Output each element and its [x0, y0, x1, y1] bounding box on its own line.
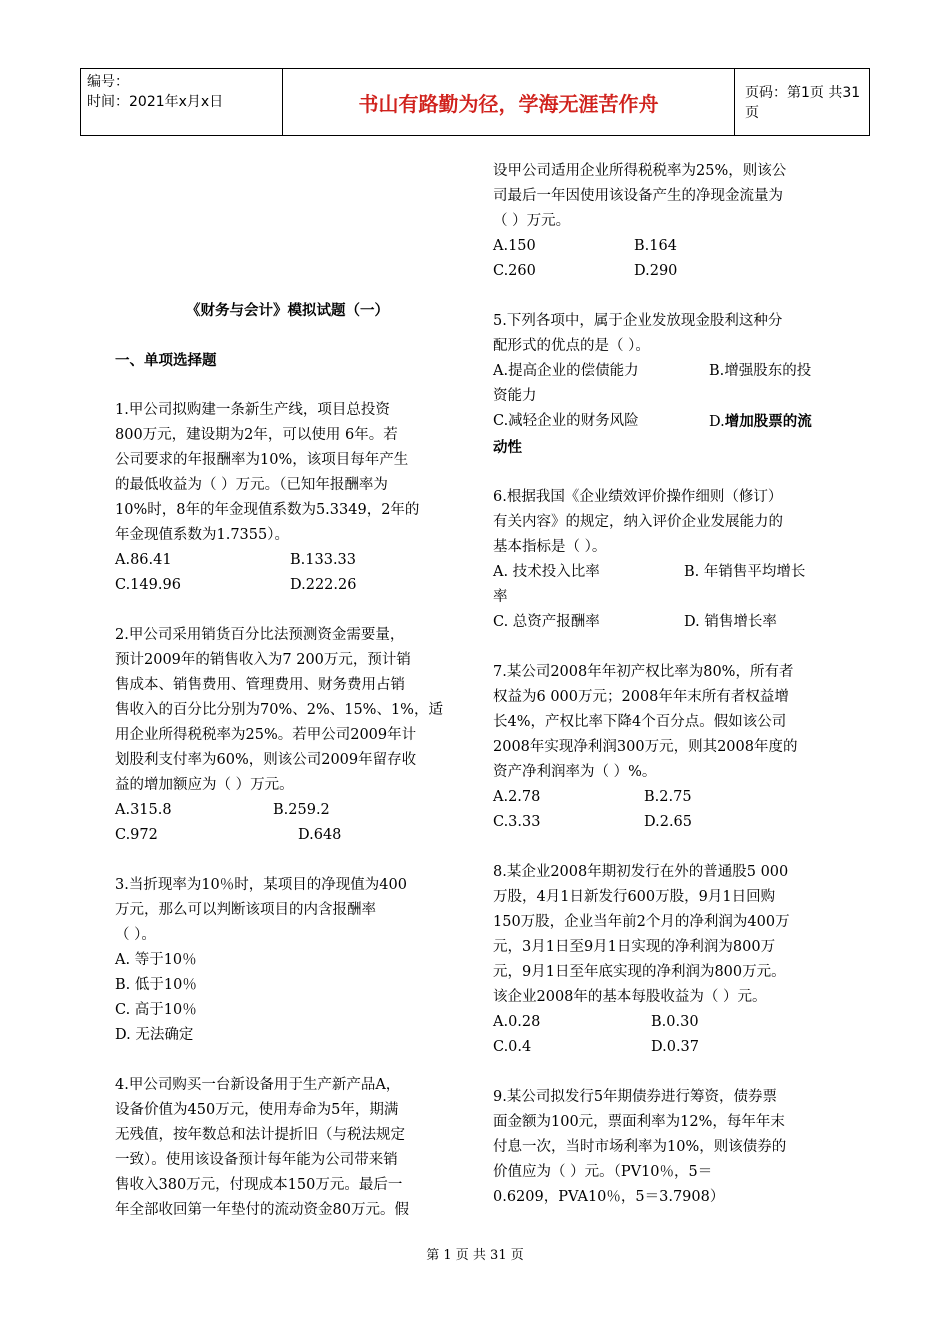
question-line: （ ）。	[115, 927, 156, 943]
option-b: B.0.30	[651, 1014, 699, 1030]
question-line: 有关内容》的规定，纳入评价企业发展能力的	[493, 514, 783, 530]
option-c: C.减轻企业的财务风险	[493, 413, 639, 429]
question-line: 元，3月1日至9月1日实现的净利润为800万	[493, 939, 776, 955]
question-4	[115, 1073, 460, 1223]
page-footer: 第 1 页 共 31 页	[426, 1248, 524, 1263]
question-line: 元，9月1日至年底实现的净利润为800万元。	[493, 964, 786, 980]
question-line: 的最低收益为（ ）万元。（已知年报酬率为	[115, 477, 388, 493]
question-line: 年全部收回第一年垫付的流动资金80万元。假	[115, 1202, 409, 1218]
option-d: D.648	[298, 827, 342, 843]
option-b: B. 年销售平均增长	[684, 564, 806, 580]
option-a: A.0.28	[493, 1014, 541, 1030]
question-2	[115, 623, 460, 848]
question-1	[115, 398, 460, 598]
question-line: 9.某公司拟发行5年期债券进行筹资，债券票	[493, 1089, 778, 1105]
question-line: 5.下列各项中，属于企业发放现金股利这种分	[493, 313, 783, 329]
question-7	[493, 660, 838, 835]
option-c: C.0.4	[493, 1039, 532, 1055]
question-line: 万股，4月1日新发行600万股，9月1日回购	[493, 889, 776, 905]
option-c: C.3.33	[493, 814, 541, 830]
question-line: 万元，那么可以判断该项目的内含报酬率	[115, 902, 376, 918]
option-a: A. 技术投入比率	[493, 564, 600, 580]
question-line: 价值应为（ ）元。（PV10％，5＝	[493, 1164, 713, 1180]
question-line: 配形式的优点的是（ ）。	[493, 338, 650, 354]
option-b: B.增强股东的投	[709, 363, 812, 379]
option-c: C.972	[115, 827, 158, 843]
option-b: B.133.33	[290, 552, 357, 568]
option-a: A.提高企业的偿债能力	[493, 363, 639, 379]
question-line: 800万元，建设期为2年，可以使用 6年。若	[115, 427, 398, 443]
option-a: A.150	[493, 238, 536, 254]
question-line: 资产净利润率为（ ）%。	[493, 764, 657, 780]
question-line: 长4%，产权比率下降4个百分点。假如该公司	[493, 714, 787, 730]
header-table	[80, 68, 870, 136]
question-line: 150万股，企业当年前2个月的净利润为400万	[493, 914, 790, 930]
option-a: A.86.41	[115, 552, 172, 568]
option-d: D.0.37	[651, 1039, 700, 1055]
option-b: B.164	[634, 238, 677, 254]
option-a: A.2.78	[493, 789, 541, 805]
question-line: 一致）。使用该设备预计每年能为公司带来销	[115, 1152, 398, 1168]
question-line: 设备价值为450万元，使用寿命为5年，期满	[115, 1102, 399, 1118]
header-meta-cell	[81, 69, 283, 135]
question-line: 基本指标是（ ）。	[493, 539, 607, 555]
option-c: C.260	[493, 263, 536, 279]
question-line: 付息一次，当时市场利率为10%，则该债券的	[493, 1139, 787, 1155]
question-line: 0.6209，PVA10％，5＝3.7908）	[493, 1189, 725, 1205]
question-line: 2008年实现净利润300万元，则其2008年度的	[493, 739, 798, 755]
right-column	[493, 159, 838, 1210]
option-b: B. 低于10％	[115, 977, 197, 993]
question-line: 10%时，8年的年金现值系数为5.3349，2年的	[115, 502, 420, 518]
option-b: B.259.2	[273, 802, 330, 818]
question-line: 益的增加额应为（ ）万元。	[115, 777, 294, 793]
option-d-prefix: D.	[709, 414, 725, 430]
motto: 书山有路勤为径，学海无涯苦作舟	[283, 69, 735, 135]
question-line: 面金额为100元，票面利率为12%，每年年末	[493, 1114, 785, 1130]
question-line: 7.某公司2008年年初产权比率为80%，所有者	[493, 664, 794, 680]
question-line: 该企业2008年的基本每股收益为（ ）元。	[493, 989, 767, 1005]
option-c: C. 总资产报酬率	[493, 614, 600, 630]
option-a: A. 等于10％	[115, 952, 197, 968]
option-a: A.315.8	[115, 802, 172, 818]
option-d-text: 增加股票的流	[724, 413, 812, 430]
option-c: C.149.96	[115, 577, 181, 593]
question-9	[493, 1085, 838, 1210]
question-line: 8.某企业2008年期初发行在外的普通股5 000	[493, 864, 789, 880]
option-b-continued: 率	[493, 589, 508, 605]
question-6	[493, 485, 838, 635]
option-b: B.2.75	[644, 789, 692, 805]
question-line: 售收入的百分比分别为70%、2%、15%、1%，适	[115, 702, 443, 718]
question-line: 设甲公司适用企业所得税税率为25%，则该公	[493, 163, 787, 179]
question-line: 司最后一年因使用该设备产生的净现金流量为	[493, 188, 783, 204]
document-title: 《财务与会计》模拟试题（一）	[186, 302, 389, 319]
option-d: D.222.26	[290, 577, 357, 593]
question-line: 1.甲公司拟购建一条新生产线，项目总投资	[115, 402, 390, 418]
question-4-continued	[493, 159, 838, 284]
option-d-continued: 动性	[493, 439, 522, 456]
option-d: D. 无法确定	[115, 1027, 194, 1043]
option-d: D.2.65	[644, 814, 693, 830]
left-column	[115, 298, 460, 1223]
question-line: （ ）万元。	[493, 213, 571, 229]
option-c: C. 高于10％	[115, 1002, 197, 1018]
question-line: 售收入380万元，付现成本150万元。最后一	[115, 1177, 403, 1193]
option-b-continued: 资能力	[493, 388, 537, 404]
question-8	[493, 860, 838, 1060]
option-d	[709, 409, 812, 435]
page-info: 页码：第1页 共31页	[745, 85, 861, 121]
question-line: 3.当折现率为10％时，某项目的净现值为400	[115, 877, 407, 893]
question-line: 划股利支付率为60%，则该公司2009年留存收	[115, 752, 417, 768]
question-line: 6.根据我国《企业绩效评价操作细则（修订）	[493, 489, 783, 505]
option-d: D.290	[634, 263, 678, 279]
question-line: 年金现值系数为1.7355）。	[115, 527, 289, 543]
option-d: D. 销售增长率	[684, 614, 777, 630]
question-line: 权益为6 000万元；2008年年末所有者权益增	[493, 689, 789, 705]
question-line: 4.甲公司购买一台新设备用于生产新产品A，	[115, 1077, 401, 1093]
number-label: 编号：	[87, 74, 129, 90]
question-line: 用企业所得税税率为25%。若甲公司2009年计	[115, 727, 417, 743]
question-line: 售成本、销售费用、管理费用、财务费用占销	[115, 677, 405, 693]
question-line: 2.甲公司采用销货百分比法预测资金需要量，	[115, 627, 405, 643]
section-heading: 一、单项选择题	[115, 352, 217, 369]
question-line: 无残值，按年数总和法计提折旧（与税法规定	[115, 1127, 405, 1143]
time-label: 时间：2021年x月x日	[87, 94, 224, 110]
question-5	[493, 309, 838, 460]
question-3	[115, 873, 460, 1048]
question-line: 公司要求的年报酬率为10%，该项目每年产生	[115, 452, 409, 468]
question-line: 预计2009年的销售收入为7 200万元，预计销	[115, 652, 411, 668]
